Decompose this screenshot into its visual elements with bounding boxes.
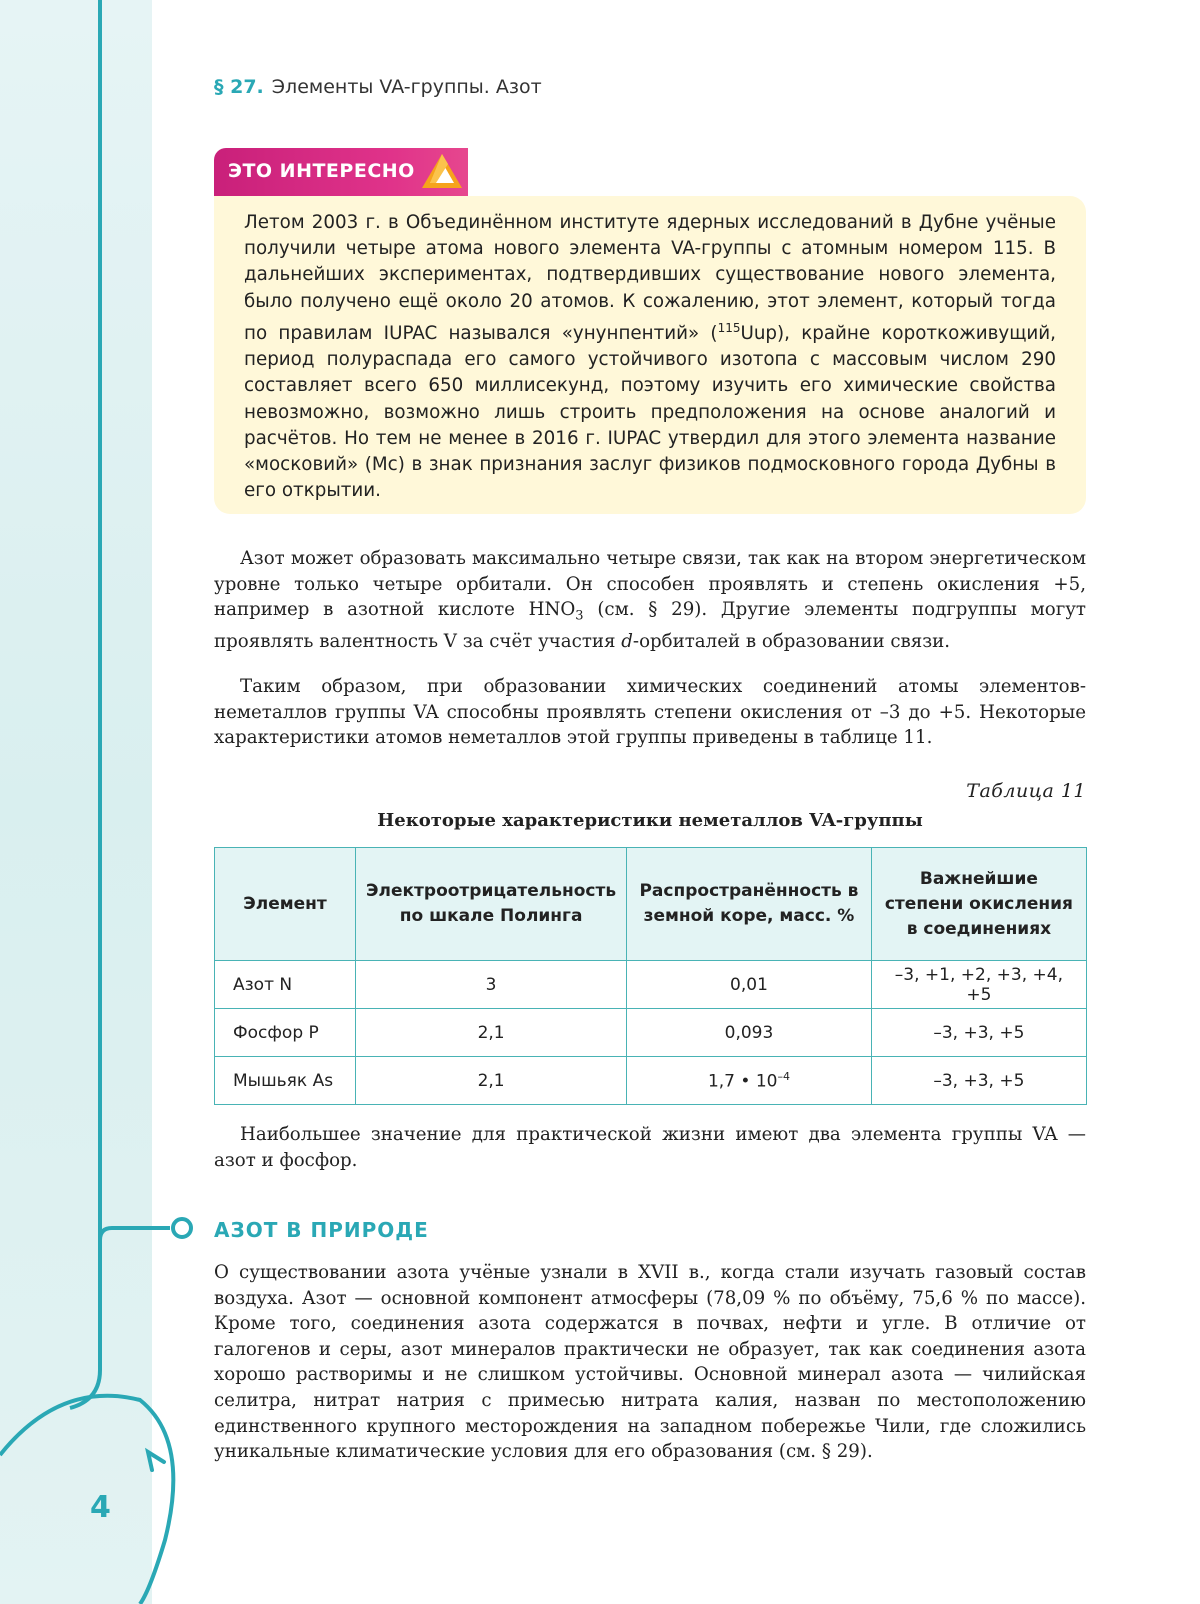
table-caption: Таблица 11 (966, 780, 1086, 802)
th-element: Элемент (215, 848, 356, 961)
page-number: 4 (90, 1490, 111, 1525)
header-title: Элементы VA-группы. Азот (271, 76, 542, 98)
th-electronegativity: Электроотрицательность по шкале Полинга (356, 848, 627, 961)
paragraph-practical: Наибольшее значение для практической жизни имеют два элемента группы VA — азот и фосфор. (214, 1124, 1086, 1171)
paragraph-nitrogen-nature: О существовании азота учёные узнали в XVII в., когда стали изучать газовый состав воздуха. Азот — основной компонент атмосферы (78,09 % по объёму, 75,6 % по массе). Кроме того, соединения азота содержатся в почвах, нефти и угле. В отличие от галогенов и серы, азот минералов практически не образует, так как соединения азота хорошо растворимы и не слишком устойчивы. Основной минерал азота — чилийская селитра, нитрат натрия с примесью нитрата калия, назван по местоположению единственного крупного месторождения на западном побережье Чили, где сложились уникальные климатические условия для его образования (см. § 29). (214, 1262, 1086, 1463)
side-line-decoration (0, 0, 200, 1604)
interest-label: ЭТО ИНТЕРЕСНО (228, 160, 415, 182)
table-row: Азот N 3 0,01 –3, +1, +2, +3, +4, +5 (215, 961, 1087, 1009)
interest-tab (214, 148, 468, 196)
table-header-row (215, 848, 1087, 961)
th-oxidation: Важнейшие степени окисления в соединениях (871, 848, 1086, 961)
characteristics-table (214, 847, 1087, 1105)
running-header (214, 76, 542, 98)
interest-box (214, 196, 1086, 514)
table-row: Мышьяк As 2,1 1,7 • $10^{-4}$ –3, +3, +5 (215, 1057, 1087, 1105)
paragraph-oxidation: Таким образом, при образовании химических соединений атомы элементов-неметаллов группы VA способны проявлять степени окисления от –3 до +5. Некоторые характеристики атомов неметаллов этой группы приведены в таблице 11. (214, 676, 1086, 749)
table-row: Фосфор P 2,1 0,093 –3, +3, +5 (215, 1009, 1087, 1057)
interest-text: Летом 2003 г. в Объединённом институте ядерных исследований в Дубне учёные получили четыре атома нового элемента VA-группы с атомным номером 115. В дальнейших экспериментах, подтвердивших существование нового элемента, было получено ещё около 20 атомов. К сожалению, этот элемент, который тогда по правилам IUPAC назывался «унунпентий» ($^{115}$Uup), крайне короткоживущий, период полураспада его самого устойчивого изотопа с массовым числом 290 составляет всего 650 миллисекунд, поэтому изучить его химические свойства невозможно, возможно лишь строить предположения на основе аналогий и расчётов. Но тем не менее в 2016 г. IUPAC утвердил для этого элемента название «московий» (Mc) в знак признания заслуг физиков подмосковного города Дубны в его открытии. (244, 212, 1056, 502)
paragraph-bonds: Азот может образовать максимально четыре связи, так как на втором энергетическом уровне только четыре орбитали. Он способен проявлять и степень окисления +5, например в азотной кислоте $HNO_3$ (см. § 29). Другие элементы подгруппы могут проявлять валентность V за счёт участия d-орбиталей в образовании связи. (214, 548, 1086, 653)
table-title: Некоторые характеристики неметаллов VA-группы (377, 810, 923, 831)
impossible-triangle-icon (420, 152, 464, 192)
th-abundance: Распространённость в земной коре, масс. % (627, 848, 872, 961)
section-heading: АЗОТ В ПРИРОДЕ (214, 1218, 429, 1242)
section-number: § 27. (214, 76, 264, 98)
